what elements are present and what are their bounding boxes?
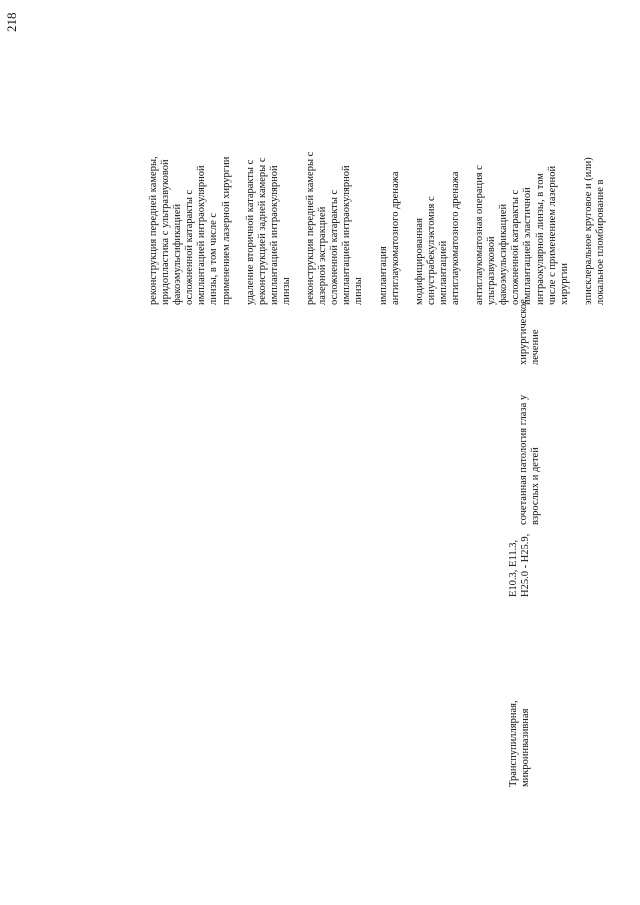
text-line: антиглаукоматозного дренажа	[449, 171, 461, 305]
text-line: факоэмульсификацией	[172, 203, 184, 305]
text-line: линзы	[280, 277, 292, 305]
text-line: хирургии	[558, 262, 570, 305]
method-entry	[148, 43, 233, 305]
text-line: факоэмульсификацией	[498, 203, 510, 305]
method-entry	[414, 43, 462, 305]
text-line: взрослых и детей	[530, 447, 542, 525]
text-line: осложненной катаракты с	[184, 189, 196, 305]
text-line: имплантация	[377, 246, 389, 305]
text-line: микроинвазивная	[520, 708, 532, 787]
text-line: H25.0 - H25.9,	[520, 533, 532, 597]
text-line: имплантацией	[437, 240, 449, 305]
text-line: хирургическое	[518, 299, 529, 365]
text-line: интраокулярной линзы, в том	[534, 173, 546, 305]
text-line: линзы, в том числе с	[208, 212, 220, 305]
method-entry	[305, 43, 365, 305]
diagnosis	[518, 385, 542, 525]
method-entry	[245, 43, 293, 305]
text-line: осложненной катаракты с	[510, 189, 522, 305]
text-line: иридопластика с ультразвуковой	[160, 159, 172, 305]
text-line: удаление вторичной катаракты с	[244, 159, 256, 305]
text-line: имплантацией интраокулярной	[341, 165, 353, 305]
treatment-methods	[148, 43, 607, 305]
text-line: имплантацией эластичной	[522, 187, 534, 305]
procedure-group-name	[508, 607, 532, 787]
text-line: сочетанная патология глаза у	[518, 394, 529, 525]
text-line: синустрабекулэктомия с	[425, 196, 437, 305]
text-line: имплантацией интраокулярной	[196, 165, 208, 305]
text-line: применением лазерной хирургии	[220, 156, 232, 305]
text-line: эписклеральное круговое и (или)	[582, 157, 594, 305]
method-entry	[474, 43, 571, 305]
text-line: E10.3, E11.3,	[508, 539, 519, 597]
page-number: 218	[4, 12, 19, 32]
text-line: реконструкция передней камеры,	[148, 156, 159, 305]
text-line: Транспупиллярная,	[508, 700, 519, 787]
text-line: лечение	[530, 329, 542, 365]
text-line: лазерной экстракцией	[317, 206, 329, 305]
text-line: числе с применением лазерной	[546, 165, 558, 305]
text-line: антиглаукоматозного дренажа	[389, 171, 401, 305]
text-line: реконструкцией задней камеры с	[256, 157, 268, 305]
text-line: осложненной катаракты с	[329, 189, 341, 305]
method-entry	[583, 43, 607, 305]
text-line: линзы	[353, 277, 365, 305]
text-line: локальное пломбирование в	[594, 179, 606, 305]
text-line: реконструкция передней камеры с	[305, 151, 317, 305]
text-line: ультразвуковой	[486, 236, 498, 305]
text-line: антиглаукоматозная операция с	[474, 165, 486, 305]
text-line: имплантацией интраокулярной	[268, 165, 280, 305]
method-entry	[378, 43, 402, 305]
text-line: модифицированная	[413, 218, 425, 305]
